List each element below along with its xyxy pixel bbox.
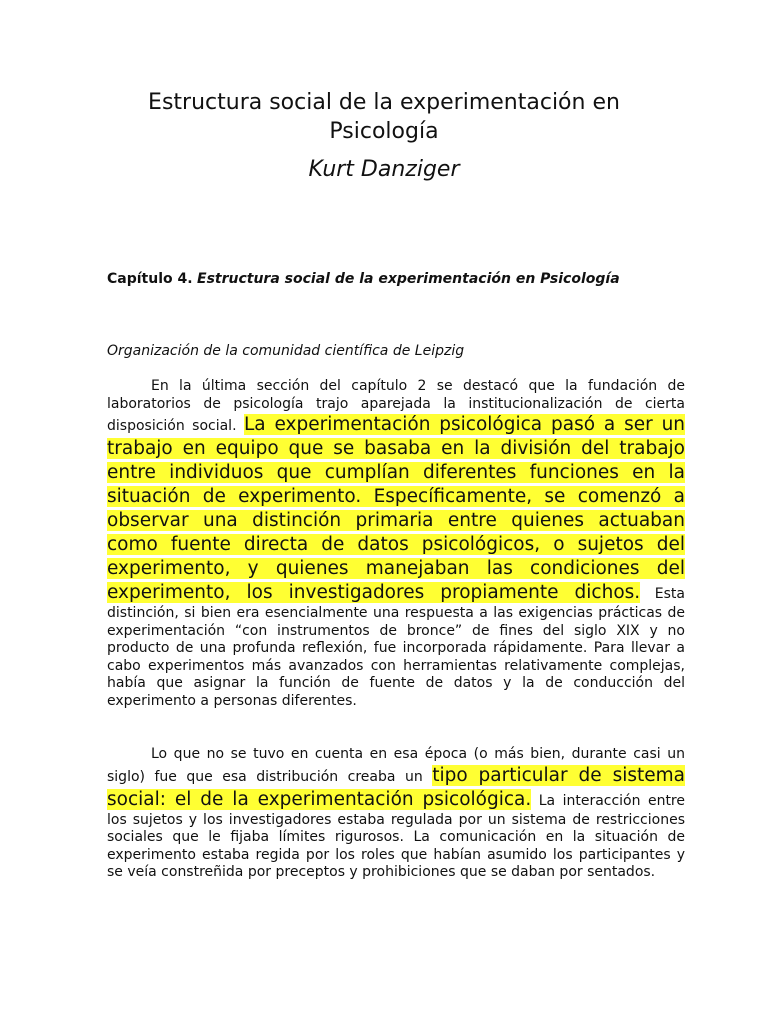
highlighted-text: La experimentación psicológica pasó a ser un trabajo en equipo que se basaba en la división del trabajo entre individuos que cumplían diferentes funciones en la situación de experimento. Específicamente, se comenzó a observar una distinción primaria entre quienes actuaban como fuente directa de datos psicológicos, o sujetos del experimento, y quienes manejaban las condiciones del experimento, los investigadores propiamente dichos. xyxy=(107,414,686,603)
highlighted-text: tipo particular de sistema social: el de la experimentación psicológica. xyxy=(107,764,685,810)
section-heading: Organización de la comunidad científica de Leipzig xyxy=(107,343,465,359)
paragraph-text: Esta distinción, si bien era esencialmente una respuesta a las exigencias prácticas de experimentación “con instrumentos de bronce” de fines del siglo XIX y no producto de una profunda reflexión, fue incorporada rápidamente. Para llevar a cabo experimentos más avanzados con herramientas relativamente complejas, había que asignar la función de fuente de datos y la de conducción del experimento a personas diferentes. xyxy=(107,586,686,709)
document-title: Estructura social de la experimentación en Psicología xyxy=(148,90,620,144)
paragraph xyxy=(107,746,685,882)
document-author: Kurt Danziger xyxy=(308,157,460,182)
chapter-number: Capítulo 4. xyxy=(107,271,193,287)
paragraph-text: La interacción entre los sujetos y los investigadores estaba regulada por un sistema de restricciones sociales que le fijaba límites rigurosos. La comunicación en la situación de experimento estaba regida por los roles que habían asumido los participantes y se veía constreñida por preceptos y prohibiciones que se daban por sentados. xyxy=(107,792,685,880)
paragraph xyxy=(107,378,685,710)
paragraph-text: Lo que no se tuvo en cuenta en esa época (o más bien, durante casi un siglo) fue que esa distribución creaba un xyxy=(107,746,685,785)
chapter-name: Estructura social de la experimentación en Psicología xyxy=(197,271,620,287)
paragraph-text: En la última sección del capítulo 2 se destacó que la fundación de laboratorios de psicología trajo aparejada la institucionalización de cierta disposición social. xyxy=(107,378,685,434)
chapter-heading xyxy=(107,271,620,287)
